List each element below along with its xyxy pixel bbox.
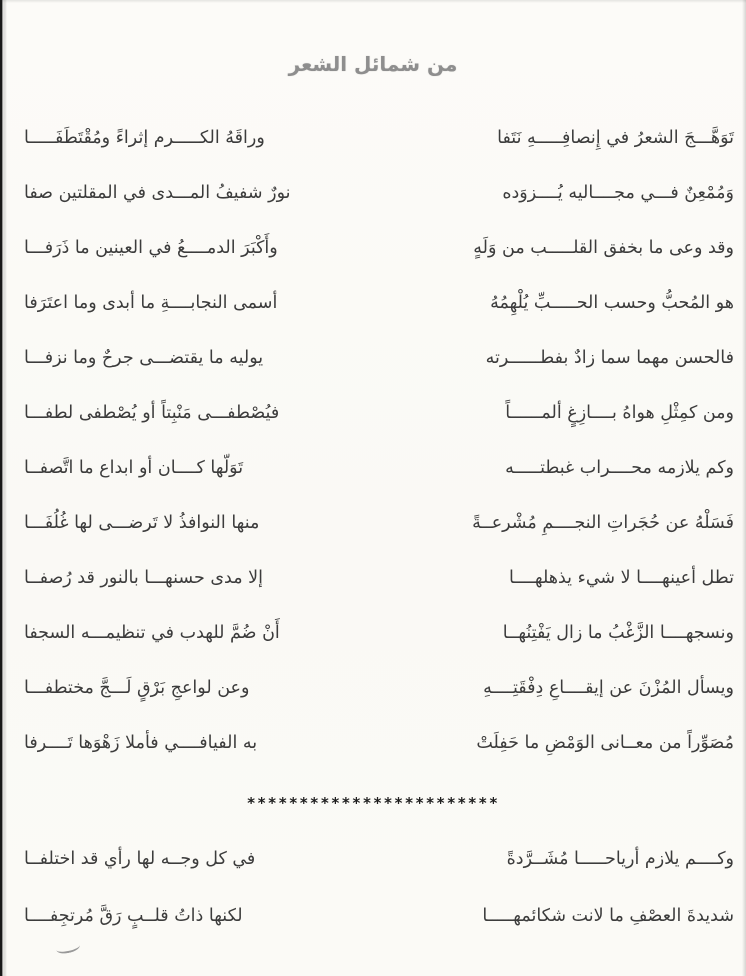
hemistich-left: فيُصْطفـــى مَنْبِتاً أو يُصْطفى لطفـــا (24, 402, 280, 423)
hemistich-left: وأَكْبَرَ الدمــــعُ في العينين ما ذَرَفـــا (24, 237, 278, 258)
hemistich-right: تَوَهَّـــجَ الشعرُ في إِنصافِـــــهِ نَتَفا (497, 127, 734, 148)
hemistich-left: وراقَهُ الكـــــرم إثراءً ومُقْتَطَفَـــــا (24, 127, 265, 148)
hemistich-right: وكم يلازمه محــــراب غبطتـــــه (505, 457, 734, 478)
hemistich-left: لكنها ذاتُ قلــبٍ رَقَّ مُرتجِفــــا (24, 905, 243, 926)
scan-edge-left (0, 0, 7, 976)
hemistich-left: إلا مدى حسنهـــا بالنور قد رُصفــا (24, 567, 264, 588)
hemistich-left: وعن لواعجِ بَرْقٍ لَـــجَّ مختطفـــا (24, 677, 250, 698)
hemistich-left: أسمى النجابــــةِ ما أبدى وما اعتَرَفا (24, 292, 278, 313)
couplet-row (24, 440, 734, 495)
couplet-row (24, 330, 734, 385)
couplet-row (24, 715, 734, 770)
hemistich-right: فالحسن مهما سما زادٌ بفطــــــرته (485, 347, 734, 368)
couplet-row (24, 660, 734, 715)
closing-couplets (0, 830, 746, 944)
hemistich-right: تطل أعينهــــا لا شيء يذهلهــــا (509, 567, 734, 588)
couplet-row (24, 830, 734, 887)
hemistich-left: تَوَلّها كــــان أو ابداع ما اتَّصفــا (24, 457, 244, 478)
couplet-row (24, 495, 734, 550)
couplet-row (24, 605, 734, 660)
hemistich-left: في كل وجــه لها رأي قد اختلفــا (24, 848, 256, 869)
hemistich-left: نورٌ شفيفُ المـــدى في المقلتين صفا (24, 182, 291, 203)
hemistich-right: ونسجهــــا الزَّغْبُ ما زال يَفْتِنُهــا (502, 622, 734, 643)
hemistich-right: ومن كمِثْلِ هواهُ بــــازِغٍ ألمــــــاً (505, 402, 734, 423)
hemistich-left: يوليه ما يقتضـــى جرحٌ وما نزفـــا (24, 347, 264, 368)
hemistich-right: فَسَلْهُ عن حُجَراتِ النجــــمِ مُشْرعــةً (472, 512, 734, 533)
hemistich-right: هو المُحبُّ وحسب الحـــــبِّ يُلْهِمُهُ (490, 292, 734, 313)
hemistich-left: منها النوافذُ لا تَرضـــى لها غُلُفَـــا (24, 512, 260, 533)
couplet-row (24, 887, 734, 944)
asterisk-separator: ************************ (246, 794, 500, 812)
hemistich-left: أَنْ ضُمَّ للهدب في تنظيمـــه السجفا (24, 622, 280, 643)
couplet-row (24, 385, 734, 440)
hemistich-right: ويسأل المُزْنَ عن إيقــــاعِ دِفْقَتِــــهِ (483, 677, 734, 698)
scan-edge-top (0, 0, 746, 3)
couplet-row (24, 110, 734, 165)
poem-body (0, 110, 746, 770)
hemistich-right: شديدةَ العصْفِ ما لانت شكائمهـــــا (482, 905, 734, 926)
couplet-row (24, 275, 734, 330)
hemistich-right: وقد وعى ما بخفق القلـــــب من وَلَهٍ (473, 237, 734, 258)
scan-edge-right (742, 0, 746, 976)
couplet-row (24, 550, 734, 605)
hemistich-right: وَمُمْعِنٌ فـــي مجــــاليه يُــــزوَده (502, 182, 734, 203)
hemistich-left: به الفيافــــي فأملا زَهْوَها تَــــرفا (24, 732, 258, 753)
poem-title: من شمائل الشعر (288, 52, 458, 76)
couplet-row (24, 165, 734, 220)
hemistich-right: مُصَوِّراً من معــانى الوَمْضِ ما حَفِلَتْ (476, 732, 734, 753)
hemistich-right: وكــــم يلازم أرياحـــــا مُشَــرَّدةً (506, 848, 734, 869)
couplet-row (24, 220, 734, 275)
